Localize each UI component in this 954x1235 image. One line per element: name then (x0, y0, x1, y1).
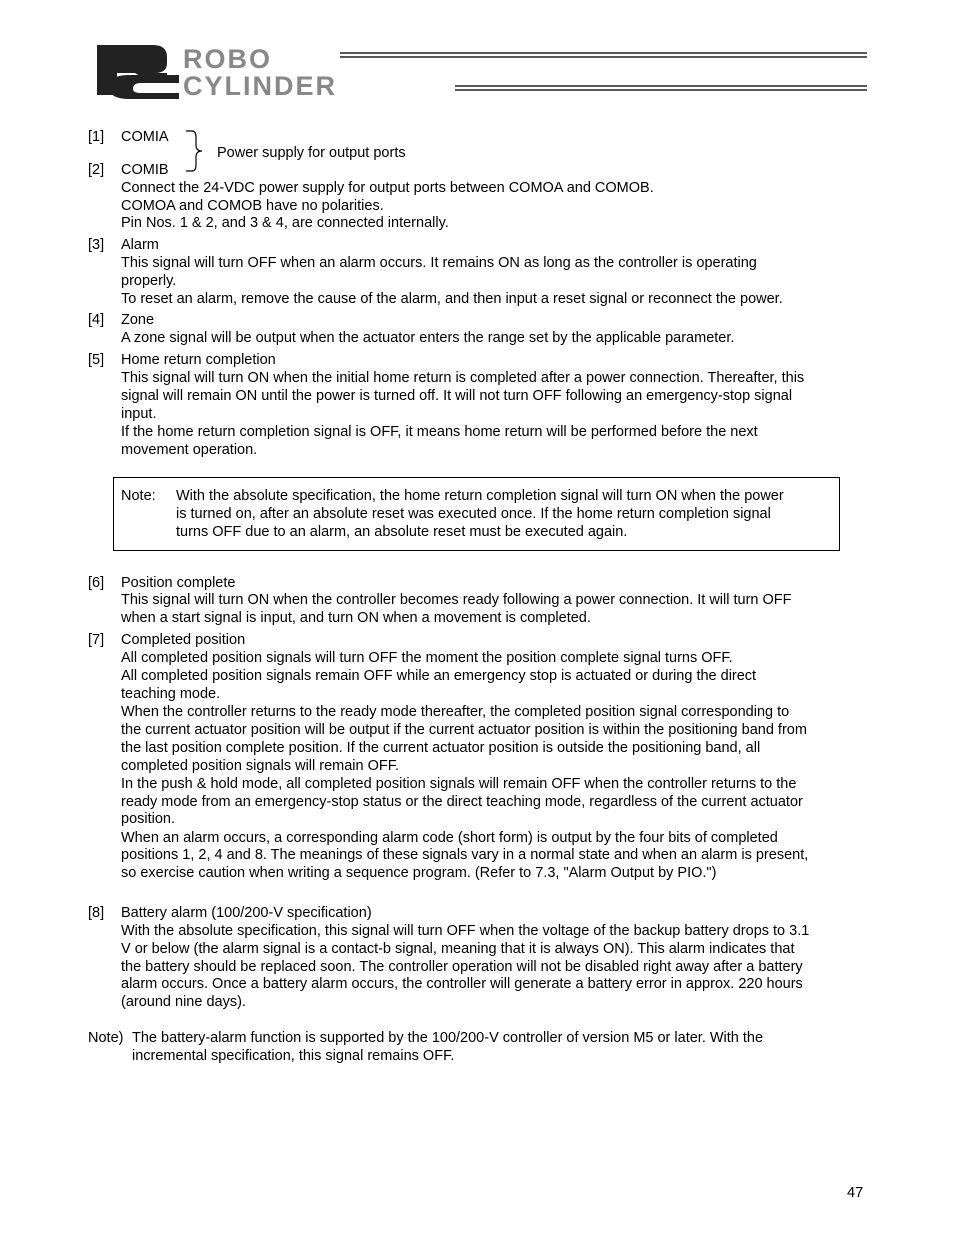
text-line: This signal will turn ON when the controller becomes ready following a power connection. It will turn OFF (121, 592, 792, 608)
item-label-zone: Zone (121, 312, 155, 328)
item-number-8: [8] (88, 905, 105, 921)
item-label-battery-alarm: Battery alarm (100/200-V specification) (121, 905, 372, 921)
text-line: alarm occurs. Once a battery alarm occurs, the controller will generate a battery error in approx. 220 hours (121, 976, 803, 992)
item-label-comib: COMIB (121, 162, 169, 178)
text-line: A zone signal will be output when the actuator enters the range set by the applicable parameter. (121, 330, 735, 346)
item-number-3: [3] (88, 237, 105, 253)
text-line: This signal will turn ON when the initial home return is completed after a power connection. Thereafter, this (121, 370, 805, 386)
note-label: Note: (121, 488, 156, 504)
text-line: ready mode from an emergency-stop status or the direct teaching mode, regardless of the current actuator (121, 794, 803, 810)
text-line: V or below (the alarm signal is a contact-b signal, meaning that it is always ON). This alarm indicates that (121, 941, 795, 957)
text-line: positions 1, 2, 4 and 8. The meanings of these signals vary in a normal state and when an alarm is present, (121, 847, 809, 863)
item-label-home-return: Home return completion (121, 352, 276, 368)
text-line: the current actuator position will be output if the current actuator position is within the positioning band from (121, 722, 807, 738)
text-line: When the controller returns to the ready mode thereafter, the completed position signal corresponding to (121, 704, 790, 720)
item-label-comia: COMIA (121, 129, 169, 145)
text-line: movement operation. (121, 442, 258, 458)
robo-cylinder-logo (95, 43, 870, 99)
text-line: In the push & hold mode, all completed position signals will remain OFF when the controller returns to the (121, 776, 797, 792)
item-label-position-complete: Position complete (121, 575, 236, 591)
brace-icon (172, 129, 212, 173)
item-number-7: [7] (88, 632, 105, 648)
item-number-2: [2] (88, 162, 105, 178)
logo-robo: ROBO (183, 44, 272, 74)
item-number-1: [1] (88, 129, 105, 145)
text-line: signal will remain ON until the power is turned off. It will not turn OFF following an emergency-stop signal (121, 388, 793, 404)
text-line: properly. (121, 273, 177, 289)
text-line: To reset an alarm, remove the cause of the alarm, and then input a reset signal or reconnect the power. (121, 291, 783, 307)
logo-cylinder: CYLINDER (183, 71, 338, 99)
text-line: All completed position signals remain OFF while an emergency stop is actuated or during the direct (121, 668, 757, 684)
text-line: With the absolute specification, this signal will turn OFF when the voltage of the backup battery drops to 3.1 (121, 923, 810, 939)
text-line: the last position complete position. If the current actuator position is outside the positioning band, all (121, 740, 761, 756)
text-line: completed position signals will remain OFF. (121, 758, 400, 774)
text-line: so exercise caution when writing a sequence program. (Refer to 7.3, "Alarm Output by PIO.") (121, 865, 717, 881)
text-line: When an alarm occurs, a corresponding alarm code (short form) is output by the four bits of completed (121, 830, 778, 846)
note-line: With the absolute specification, the home return completion signal will turn ON when the power (176, 488, 784, 504)
note-line: The battery-alarm function is supported by the 100/200-V controller of version M5 or later. With the (132, 1030, 764, 1046)
page-number: 47 (847, 1185, 864, 1201)
note-line: is turned on, after an absolute reset was executed once. If the home return completion signal (176, 506, 771, 522)
text-line: (around nine days). (121, 994, 246, 1010)
text-line: the battery should be replaced soon. The controller operation will not be disabled right away after a battery (121, 959, 803, 975)
text-line: Connect the 24-VDC power supply for output ports between COMOA and COMOB. (121, 180, 654, 196)
text-line: All completed position signals will turn OFF the moment the position complete signal turns OFF. (121, 650, 733, 666)
text-line: when a start signal is input, and turn ON when a movement is completed. (121, 610, 591, 626)
text-line: Pin Nos. 1 & 2, and 3 & 4, are connected internally. (121, 215, 449, 231)
item-label-completed-position: Completed position (121, 632, 246, 648)
text-line: If the home return completion signal is OFF, it means home return will be performed before the next (121, 424, 758, 440)
text-line: This signal will turn OFF when an alarm occurs. It remains ON as long as the controller is operating (121, 255, 757, 271)
text-line: position. (121, 811, 176, 827)
text-line: teaching mode. (121, 686, 221, 702)
text-line: COMOA and COMOB have no polarities. (121, 198, 384, 214)
brace-text: Power supply for output ports (217, 145, 406, 161)
item-number-6: [6] (88, 575, 105, 591)
item-number-4: [4] (88, 312, 105, 328)
note-line: incremental specification, this signal remains OFF. (132, 1048, 455, 1064)
item-number-5: [5] (88, 352, 105, 368)
note2-label: Note) (88, 1030, 124, 1046)
note-line: turns OFF due to an alarm, an absolute reset must be executed again. (176, 524, 628, 540)
item-label-alarm: Alarm (121, 237, 159, 253)
text-line: input. (121, 406, 157, 422)
